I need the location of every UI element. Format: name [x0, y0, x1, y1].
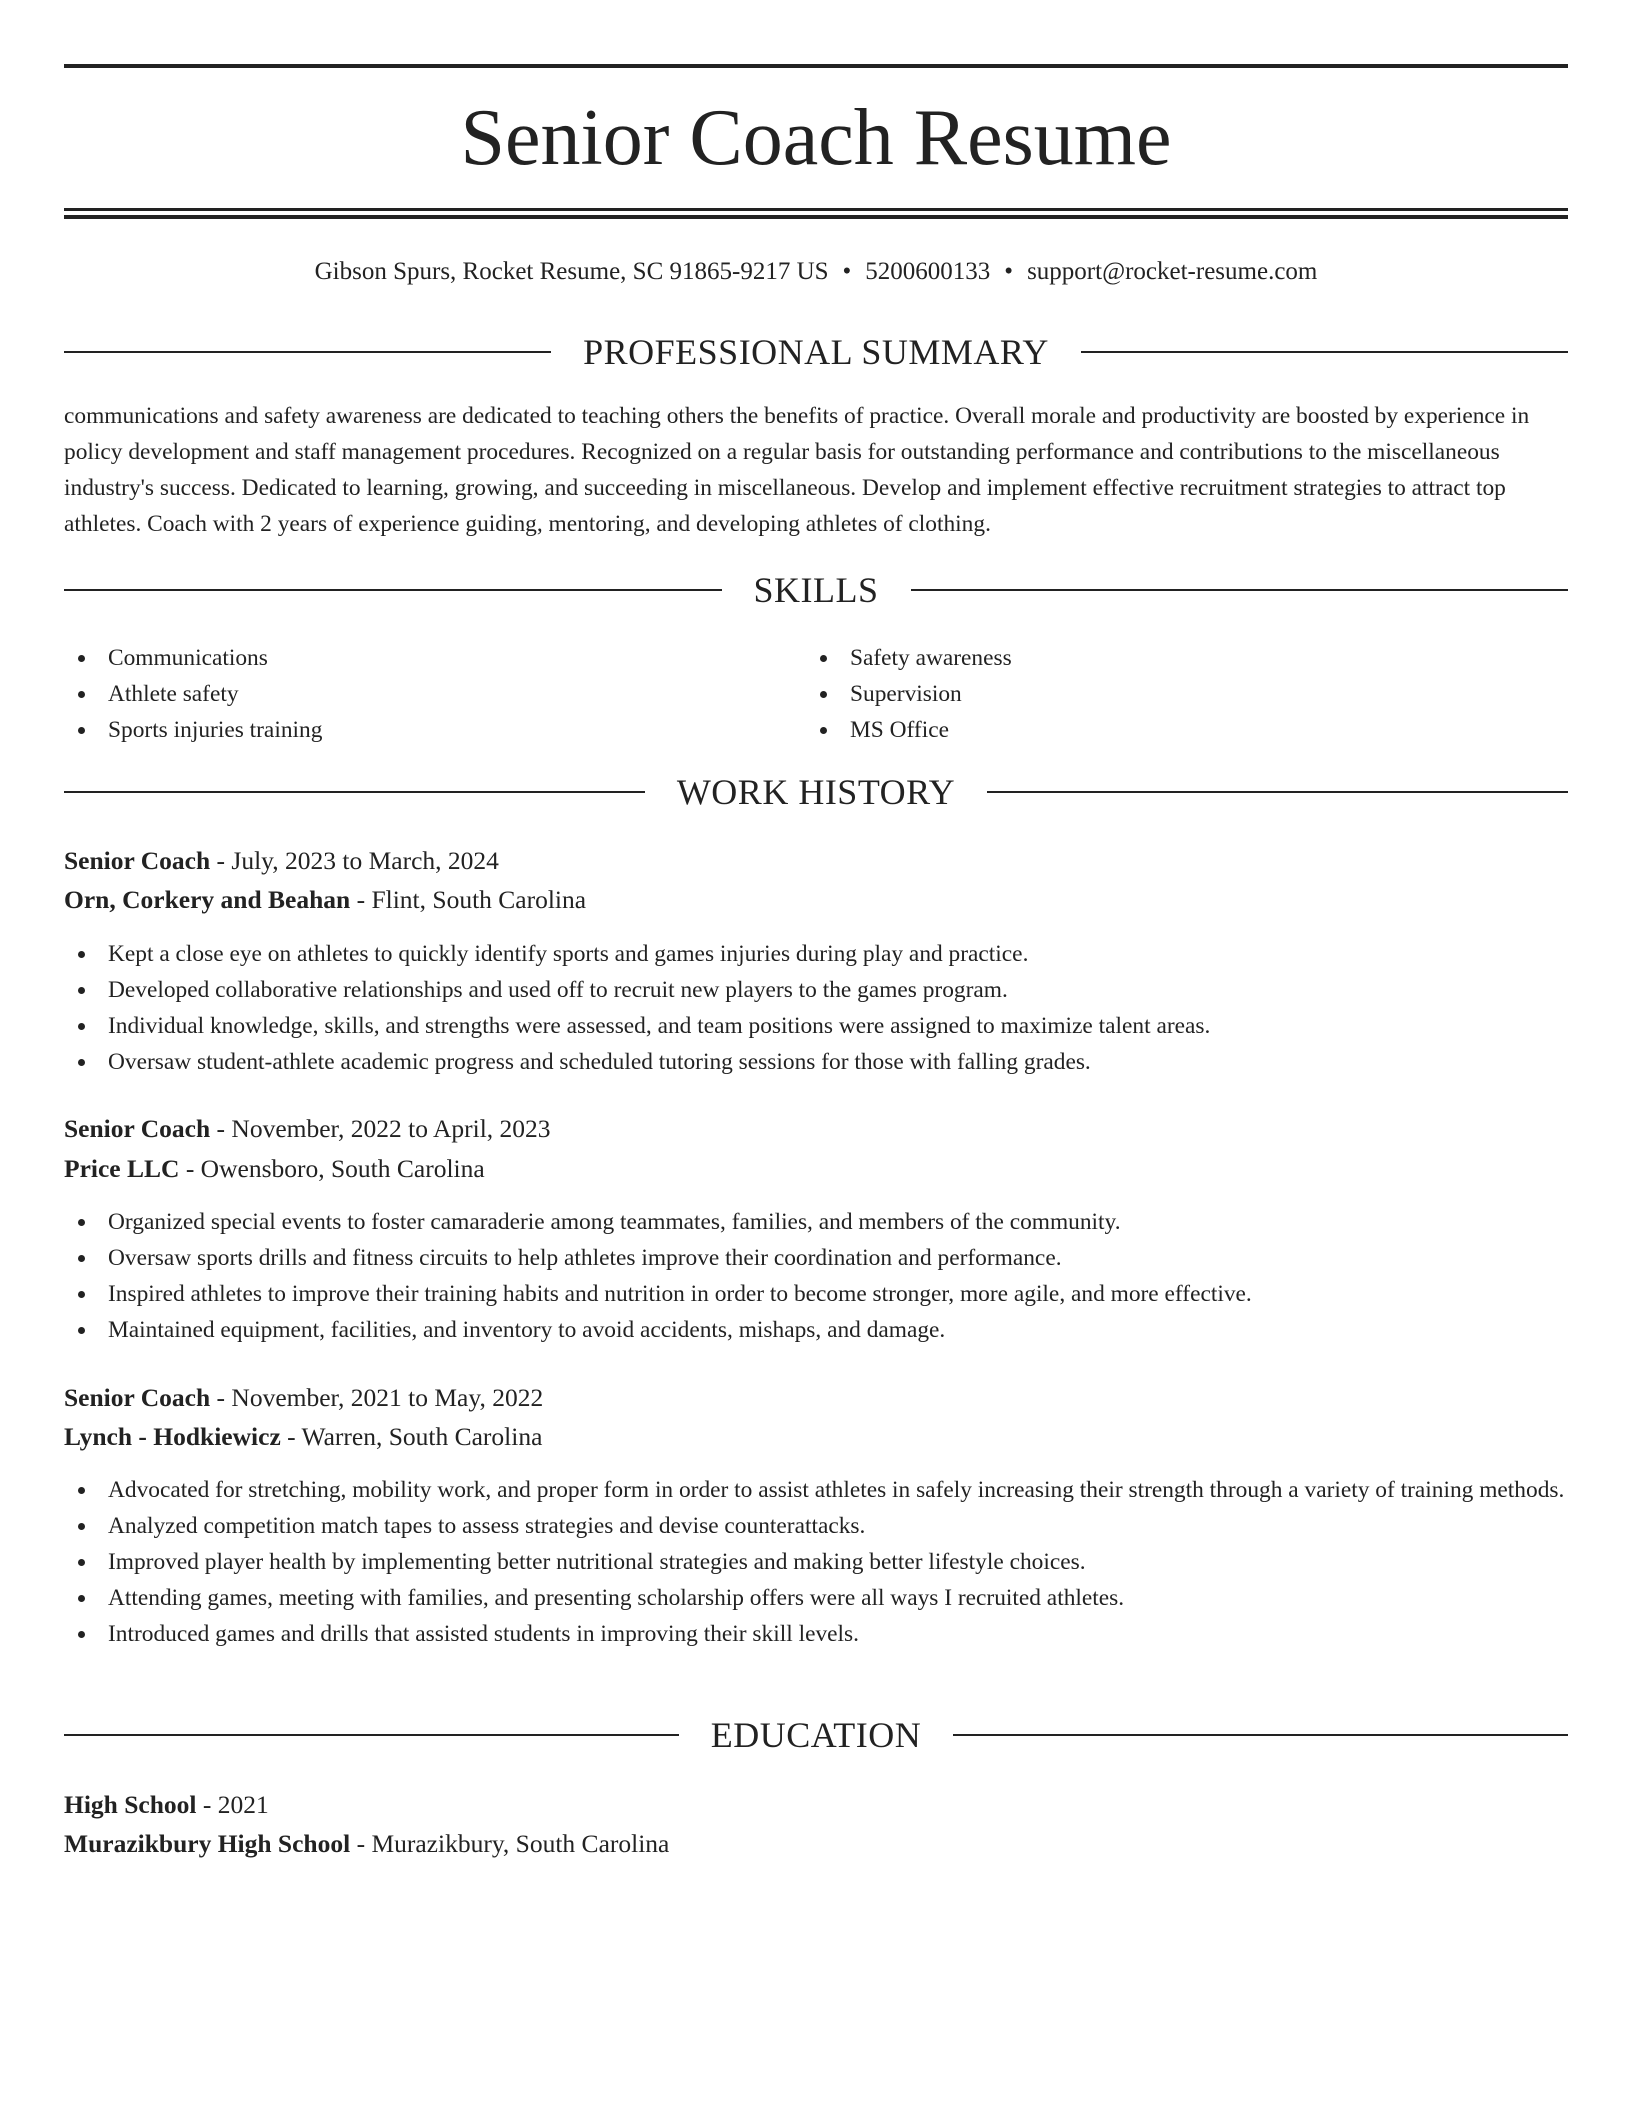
- job-company: Price LLC: [64, 1154, 180, 1183]
- bullet-icon: [820, 691, 827, 698]
- skills-list-left: [64, 640, 784, 748]
- job-title-line: [64, 842, 1568, 880]
- education-school: Murazikbury High School: [64, 1829, 351, 1858]
- section-header-summary: [64, 328, 1568, 376]
- job-bullets: [64, 936, 1568, 1080]
- education-year: - 2021: [196, 1790, 269, 1819]
- section-rule: [953, 1734, 1568, 1736]
- section-header-education: [64, 1711, 1568, 1759]
- section-header-skills: [64, 566, 1568, 614]
- bullet-icon: [78, 1023, 85, 1030]
- job-title-line: [64, 1379, 1568, 1417]
- education-degree-line: [64, 1786, 1568, 1824]
- job-company-line: [64, 881, 1568, 919]
- bullet-icon: [78, 1523, 85, 1530]
- bullet-icon: [78, 1631, 85, 1638]
- skill-item: Communications: [64, 640, 784, 676]
- job-dates: - November, 2022 to April, 2023: [210, 1114, 551, 1143]
- bullet-icon: [78, 1327, 85, 1334]
- top-rule: [64, 64, 1568, 68]
- job-bullet: Oversaw student-athlete academic progress and scheduled tutoring sessions for those with falling grades.: [64, 1044, 1568, 1080]
- job-company-line: [64, 1418, 1568, 1456]
- job-bullets: [64, 1472, 1568, 1652]
- bullet-icon: [78, 691, 85, 698]
- title-rule-lower: [64, 215, 1568, 219]
- job-bullet: Improved player health by implementing better nutritional strategies and making better lifestyle choices.: [64, 1544, 1568, 1580]
- bullet-icon: [78, 1059, 85, 1066]
- resume-title: Senior Coach Resume: [460, 94, 1172, 182]
- job-bullet: Developed collaborative relationships and used off to recruit new players to the games program.: [64, 972, 1568, 1008]
- section-rule: [64, 1734, 679, 1736]
- job-bullet: Attending games, meeting with families, and presenting scholarship offers were all ways I recruited athletes.: [64, 1580, 1568, 1616]
- job-title: Senior Coach: [64, 1383, 211, 1412]
- bullet-icon: [78, 987, 85, 994]
- section-title-education: EDUCATION: [710, 1715, 922, 1755]
- bullet-icon: [820, 655, 827, 662]
- job-bullets: [64, 1204, 1568, 1348]
- education-school-line: [64, 1825, 1568, 1863]
- job-location: - Owensboro, South Carolina: [179, 1154, 485, 1183]
- contact-address: Gibson Spurs, Rocket Resume, SC 91865-9217 US: [314, 258, 829, 285]
- job-title-line: [64, 1110, 1568, 1148]
- skill-item: Supervision: [806, 676, 1526, 712]
- job-bullet: Introduced games and drills that assisted students in improving their skill levels.: [64, 1616, 1568, 1652]
- section-rule: [1081, 351, 1568, 353]
- bullet-icon: [78, 1487, 85, 1494]
- contact-phone: 5200600133: [865, 258, 991, 285]
- section-rule: [987, 791, 1568, 793]
- skill-item: Safety awareness: [806, 640, 1526, 676]
- job-dates: - July, 2023 to March, 2024: [210, 846, 499, 875]
- bullet-icon: [78, 1255, 85, 1262]
- contact-email: support@rocket-resume.com: [1027, 258, 1318, 285]
- section-title-skills: SKILLS: [753, 570, 879, 610]
- job-bullet: Inspired athletes to improve their training habits and nutrition in order to become stronger, more agile, and more effective.: [64, 1276, 1568, 1312]
- skill-item: Sports injuries training: [64, 712, 784, 748]
- education-location: - Murazikbury, South Carolina: [350, 1829, 670, 1858]
- section-rule: [64, 589, 722, 591]
- skill-item: MS Office: [806, 712, 1526, 748]
- job-bullet: Organized special events to foster camaraderie among teammates, families, and members of the community.: [64, 1204, 1568, 1240]
- job-company-line: [64, 1150, 1568, 1188]
- job-bullet: Advocated for stretching, mobility work, and proper form in order to assist athletes in safely increasing their strength through a variety of training methods.: [64, 1472, 1568, 1508]
- contact-separator: •: [842, 258, 852, 285]
- skills-list-right: [806, 640, 1526, 748]
- section-rule: [64, 791, 645, 793]
- bullet-icon: [78, 951, 85, 958]
- education-degree: High School: [64, 1790, 197, 1819]
- summary-text: communications and safety awareness are dedicated to teaching others the benefits of practice. Overall morale and productivity are boosted by experience in policy development and staff management procedures. Recognized on a regular basis for outstanding performance and contributions to the miscellaneous industry's success. Dedicated to learning, growing, and succeeding in miscellaneous. Develop and implement effective recruitment strategies to attract top athletes. Coach with 2 years of experience guiding, mentoring, and developing athletes of clothing.: [64, 403, 1530, 537]
- section-title-work: WORK HISTORY: [676, 772, 956, 812]
- job-bullet: Maintained equipment, facilities, and inventory to avoid accidents, mishaps, and damage.: [64, 1312, 1568, 1348]
- section-title-summary: PROFESSIONAL SUMMARY: [583, 332, 1049, 372]
- bullet-icon: [78, 1219, 85, 1226]
- bullet-icon: [820, 727, 827, 734]
- job-title: Senior Coach: [64, 1114, 211, 1143]
- section-rule: [64, 351, 551, 353]
- bullet-icon: [78, 1595, 85, 1602]
- job-company: Lynch - Hodkiewicz: [64, 1422, 281, 1451]
- section-header-work: [64, 768, 1568, 816]
- section-rule: [911, 589, 1569, 591]
- job-location: - Flint, South Carolina: [350, 885, 587, 914]
- job-company: Orn, Corkery and Beahan: [64, 885, 351, 914]
- job-dates: - November, 2021 to May, 2022: [210, 1383, 544, 1412]
- job-bullet: Individual knowledge, skills, and strengths were assessed, and team positions were assigned to maximize talent areas.: [64, 1008, 1568, 1044]
- contact-line: [64, 254, 1568, 290]
- title-rule-upper: [64, 208, 1568, 211]
- bullet-icon: [78, 727, 85, 734]
- job-bullet: Oversaw sports drills and fitness circuits to help athletes improve their coordination and performance.: [64, 1240, 1568, 1276]
- bullet-icon: [78, 1291, 85, 1298]
- bullet-icon: [78, 655, 85, 662]
- job-bullet: Analyzed competition match tapes to assess strategies and devise counterattacks.: [64, 1508, 1568, 1544]
- job-location: - Warren, South Carolina: [280, 1422, 543, 1451]
- bullet-icon: [78, 1559, 85, 1566]
- skill-item: Athlete safety: [64, 676, 784, 712]
- contact-separator: •: [1004, 258, 1014, 285]
- job-title: Senior Coach: [64, 846, 211, 875]
- job-bullet: Kept a close eye on athletes to quickly identify sports and games injuries during play and practice.: [64, 936, 1568, 972]
